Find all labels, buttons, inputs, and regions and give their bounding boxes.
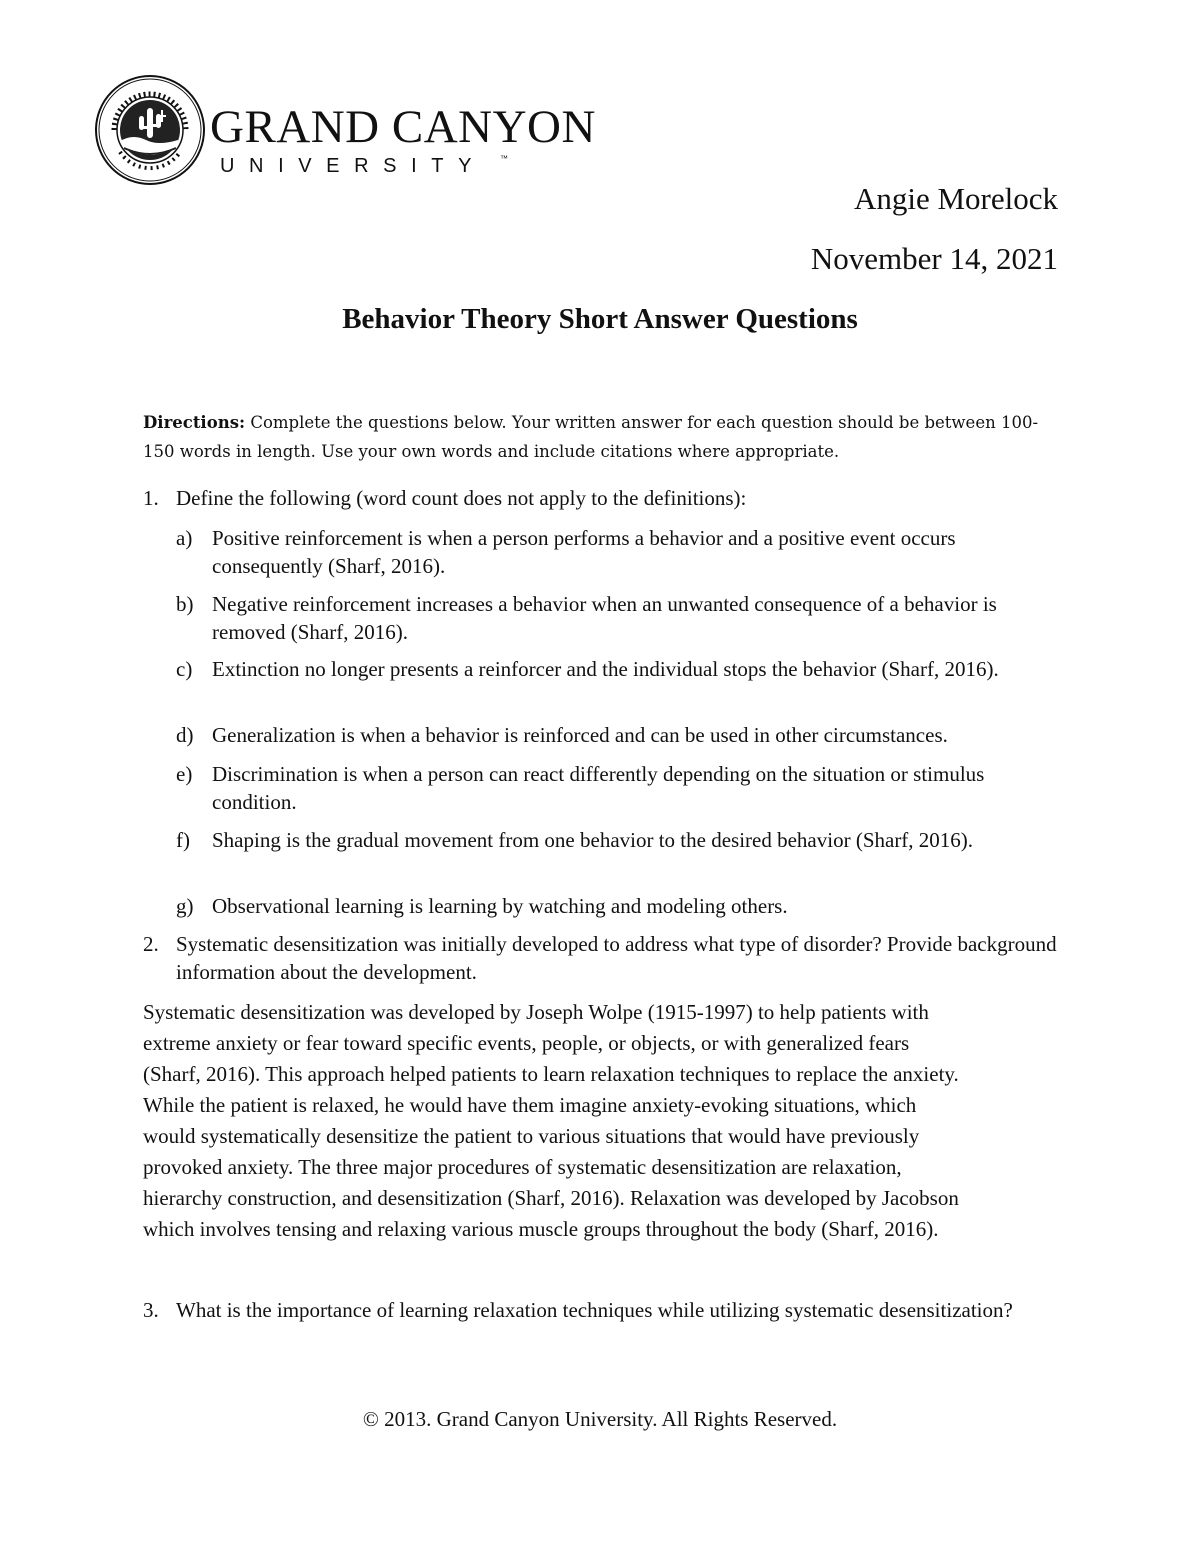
university-seal-logo bbox=[94, 74, 206, 186]
question-text: Systematic desensitization was initially developed to address what type of disorder? Provide background information about the development. bbox=[176, 932, 1057, 984]
question-number: 3. bbox=[143, 1298, 159, 1322]
definition-item-b bbox=[176, 590, 1056, 646]
page-title: Behavior Theory Short Answer Questions bbox=[342, 303, 858, 335]
directions-label: Directions: bbox=[143, 413, 246, 432]
definition-item-f bbox=[176, 826, 1056, 854]
definition-item-e bbox=[176, 760, 1056, 816]
logo-subtitle: UNIVERSITY bbox=[220, 155, 487, 177]
definition-item-g bbox=[176, 892, 1056, 920]
definition-label: f) bbox=[176, 828, 190, 852]
question-1 bbox=[143, 484, 1063, 512]
question-number: 1. bbox=[143, 486, 159, 510]
definition-item-a bbox=[176, 524, 1056, 580]
definition-label: b) bbox=[176, 592, 194, 616]
definition-label: c) bbox=[176, 657, 193, 681]
definition-item-d bbox=[176, 721, 1056, 749]
definition-label: e) bbox=[176, 762, 193, 786]
definition-text: Discrimination is when a person can react differently depending on the situation or stimulus condition. bbox=[212, 762, 985, 814]
definition-text: Positive reinforcement is when a person performs a behavior and a positive event occurs consequently (Sharf, 2016). bbox=[212, 526, 956, 578]
copyright-footer: © 2013. Grand Canyon University. All Rights Reserved. bbox=[362, 1407, 838, 1431]
question-text: Define the following (word count does not apply to the definitions): bbox=[176, 486, 747, 510]
definition-text: Negative reinforcement increases a behavior when an unwanted consequence of a behavior is removed (Sharf, 2016). bbox=[212, 592, 997, 644]
definition-text: Extinction no longer presents a reinforcer and the individual stops the behavior (Sharf, 2016). bbox=[212, 657, 999, 681]
directions-text: Complete the questions below. Your written answer for each question should be between 100-150 words in length. Use your own words and include citations where appropriate. bbox=[143, 413, 1039, 461]
trademark-symbol: ™ bbox=[500, 154, 508, 163]
definition-text: Generalization is when a behavior is reinforced and can be used in other circumstances. bbox=[212, 723, 948, 747]
author-name: Angie Morelock bbox=[853, 181, 1058, 216]
definition-label: a) bbox=[176, 526, 193, 550]
question-3 bbox=[143, 1296, 1063, 1324]
definition-text: Observational learning is learning by watching and modeling others. bbox=[212, 894, 788, 918]
definition-label: d) bbox=[176, 723, 194, 747]
definition-item-c bbox=[176, 655, 1056, 683]
definition-text: Shaping is the gradual movement from one behavior to the desired behavior (Sharf, 2016). bbox=[212, 828, 974, 852]
answer-paragraph: Systematic desensitization was developed by Joseph Wolpe (1915-1997) to help patients with extreme anxiety or fear toward specific events, people, or objects, or with generalized fears (Sharf, 2016). This approach helped patients to learn relaxation techniques to replace the anxiety. While the patient is relaxed, he would have them imagine anxiety-evoking situations, which would systematically desensitize the patient to various situations that would have previously provoked anxiety. The three major procedures of systematic desensitization are relaxation, hierarchy construction, and desensitization (Sharf, 2016). Relaxation was developed by Jacobson which involves tensing and relaxing various muscle groups throughout the body (Sharf, 2016). bbox=[143, 1000, 959, 1241]
question-text: What is the importance of learning relaxation techniques while utilizing systematic desensitization? bbox=[176, 1298, 1013, 1322]
document-date: November 14, 2021 bbox=[810, 241, 1058, 276]
directions-paragraph bbox=[143, 408, 1063, 466]
question-number: 2. bbox=[143, 932, 159, 956]
definition-label: g) bbox=[176, 894, 194, 918]
question-2 bbox=[143, 930, 1063, 986]
logo-wordmark: GRAND CANYON bbox=[210, 101, 596, 153]
